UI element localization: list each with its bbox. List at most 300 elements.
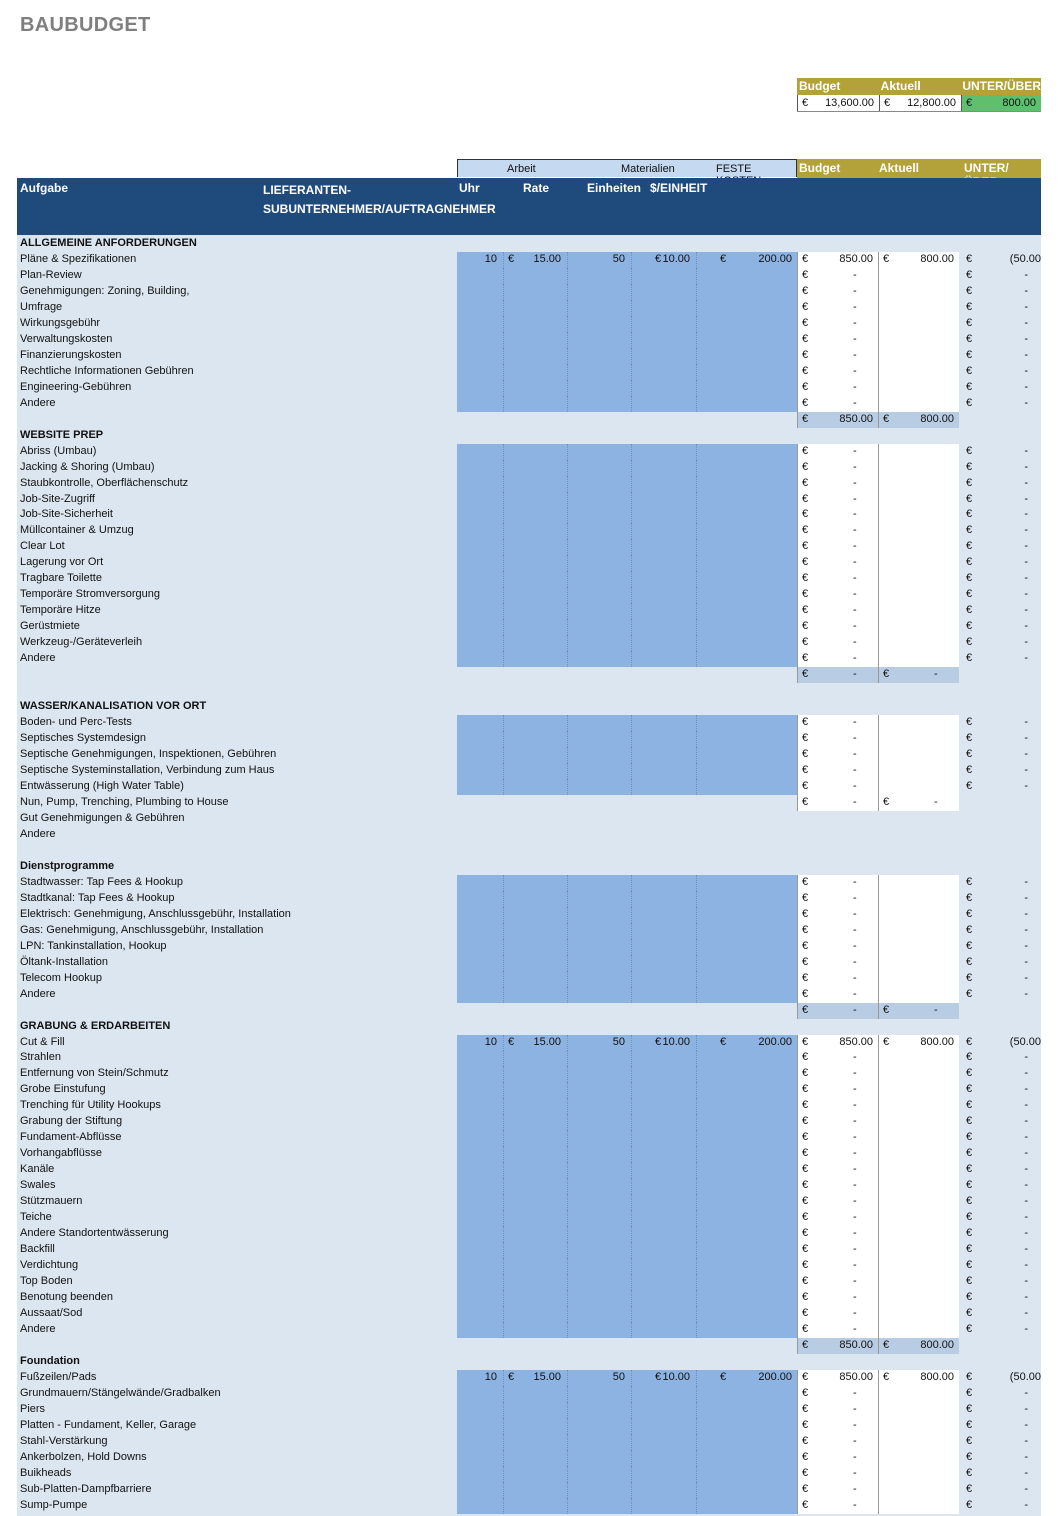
cost-input-cells[interactable] [457,1434,797,1450]
difference-cell [964,1082,1041,1098]
actual-cell[interactable] [878,1258,959,1274]
actual-cell[interactable] [878,252,959,268]
difference-cell [964,252,1041,268]
cost-input-cells[interactable] [457,1146,797,1162]
summary-budget-cell[interactable]: € 13,600.00 [797,95,879,111]
budget-cell[interactable] [797,1162,878,1178]
cost-input-cells[interactable] [457,1178,797,1194]
difference-currency: € [966,652,973,665]
budget-cell[interactable] [797,300,878,316]
budget-cell[interactable] [797,715,878,731]
budget-cell[interactable] [797,444,878,460]
table-row [17,715,1041,731]
difference-currency: € [966,1035,973,1048]
actual-cell[interactable] [878,364,959,380]
actual-cell[interactable] [878,731,959,747]
budget-dash: - [853,1227,857,1240]
actual-cell[interactable] [878,747,959,763]
actual-cell[interactable] [878,619,959,635]
budget-cell[interactable] [797,1066,878,1082]
budget-cell[interactable] [797,651,878,667]
budget-cell[interactable] [797,1402,878,1418]
subtotal-budget-currency: € [802,1003,809,1016]
difference-dash: - [1024,524,1028,537]
difference-currency: € [966,971,973,984]
budget-cell[interactable] [797,268,878,284]
cost-input-cells[interactable] [457,1370,797,1386]
budget-cell[interactable] [797,284,878,300]
budget-cell[interactable] [797,939,878,955]
difference-cell [964,1466,1041,1482]
cost-input-cells[interactable] [457,1130,797,1146]
budget-cell[interactable] [797,1498,878,1514]
subtotal-budget-currency: € [802,795,809,808]
difference-currency: € [966,1322,973,1335]
difference-cell [964,1434,1041,1450]
budget-cell[interactable] [797,1386,878,1402]
cost-input-cells[interactable] [457,875,797,891]
cost-input-cells[interactable] [457,364,797,380]
cost-input-cells[interactable] [457,539,797,555]
actual-cell[interactable] [878,268,959,284]
cost-input-cells[interactable] [457,1274,797,1290]
actual-cell[interactable] [878,955,959,971]
difference-cell [964,779,1041,795]
cost-input-cells[interactable] [457,587,797,603]
budget-cell[interactable] [797,364,878,380]
budget-dash: - [853,444,857,457]
budget-cell[interactable] [797,619,878,635]
actual-cell[interactable] [878,1466,959,1482]
actual-cell[interactable] [878,1322,959,1338]
budget-cell[interactable] [797,1306,878,1322]
cost-input-cells[interactable] [457,747,797,763]
actual-cell[interactable] [878,891,959,907]
budget-cell[interactable] [797,763,878,779]
actual-cell[interactable] [878,1178,959,1194]
cost-input-cells[interactable] [457,987,797,1003]
budget-cell[interactable] [797,1434,878,1450]
task-label: Andere [20,827,56,840]
actual-cell[interactable] [878,603,959,619]
cost-input-cells[interactable] [457,1035,797,1051]
budget-cell[interactable] [797,1450,878,1466]
budget-cell[interactable] [797,731,878,747]
actual-currency: € [883,252,890,265]
budget-cell[interactable] [797,1258,878,1274]
actual-cell[interactable] [878,1450,959,1466]
budget-currency: € [802,364,809,377]
difference-currency: € [966,1227,973,1240]
budget-dash: - [853,1275,857,1288]
actual-cell[interactable] [878,907,959,923]
difference-cell [964,1226,1041,1242]
budget-cell[interactable] [797,779,878,795]
budget-dash: - [853,524,857,537]
budget-cell[interactable] [797,1194,878,1210]
cost-input-cells[interactable] [457,571,797,587]
budget-currency: € [802,300,809,313]
actual-cell[interactable] [878,715,959,731]
budget-cell[interactable] [797,1050,878,1066]
actual-cell[interactable] [878,1370,959,1386]
cost-input-cells[interactable] [457,268,797,284]
cost-input-cells[interactable] [457,1050,797,1066]
actual-cell[interactable] [878,587,959,603]
subtotal-row [17,795,1041,811]
budget-cell[interactable] [797,523,878,539]
actual-cell[interactable] [878,476,959,492]
budget-cell[interactable] [797,460,878,476]
actual-cell[interactable] [878,1498,959,1514]
budget-cell[interactable] [797,571,878,587]
cost-input-cells[interactable] [457,651,797,667]
budget-cell[interactable] [797,492,878,508]
actual-cell[interactable] [878,507,959,523]
actual-cell[interactable] [878,1130,959,1146]
difference-currency: € [966,316,973,329]
actual-cell[interactable] [878,571,959,587]
difference-dash: - [1024,1211,1028,1224]
task-label: Finanzierungskosten [20,348,122,361]
difference-cell [964,476,1041,492]
actual-cell[interactable] [878,1050,959,1066]
cost-input-cells[interactable] [457,939,797,955]
difference-cell [964,955,1041,971]
actual-cell[interactable] [878,1418,959,1434]
task-label: Gas: Genehmigung, Anschlussgebühr, Installation [20,923,264,936]
cost-input-cells[interactable] [457,460,797,476]
budget-cell[interactable] [797,1466,878,1482]
budget-cell[interactable] [797,539,878,555]
budget-cell[interactable] [797,1226,878,1242]
units-value: 50 [612,1035,625,1048]
budget-cell[interactable] [797,1322,878,1338]
table-row [17,300,1041,316]
subtotal-actual-currency: € [883,1338,890,1351]
cost-input-cells[interactable] [457,492,797,508]
section-title: WEBSITE PREP [20,428,104,441]
cost-input-cells[interactable] [457,523,797,539]
budget-dash: - [853,268,857,281]
units-value: 50 [612,252,625,265]
budget-dash: - [853,348,857,361]
budget-cell[interactable] [797,1274,878,1290]
cost-input-cells[interactable] [457,619,797,635]
actual-cell[interactable] [878,523,959,539]
budget-cell[interactable] [797,1082,878,1098]
difference-cell [964,1386,1041,1402]
cost-input-cells[interactable] [457,1386,797,1402]
fixed-cost-value: 200.00 [758,252,792,265]
actual-cell[interactable] [878,1098,959,1114]
budget-dash: - [853,1115,857,1128]
difference-dash: - [1024,779,1028,792]
actual-cell[interactable] [878,492,959,508]
actual-cell[interactable] [878,987,959,1003]
table-row [17,747,1041,763]
budget-cell[interactable] [797,587,878,603]
difference-dash: - [1024,1386,1028,1399]
budget-cell[interactable] [797,923,878,939]
actual-cell[interactable] [878,1082,959,1098]
budget-cell[interactable] [797,1146,878,1162]
col-budget: Budget [799,161,841,175]
cost-input-cells[interactable] [457,603,797,619]
cost-input-cells[interactable] [457,380,797,396]
cost-input-cells[interactable] [457,396,797,412]
budget-dash: - [853,891,857,904]
cost-input-cells[interactable] [457,1114,797,1130]
cost-input-cells[interactable] [457,1242,797,1258]
difference-dash: - [1024,268,1028,281]
budget-cell[interactable] [797,875,878,891]
budget-cell[interactable] [797,316,878,332]
difference-currency: € [966,1418,973,1431]
budget-cell[interactable] [797,1178,878,1194]
difference-cell [964,1114,1041,1130]
cost-input-cells[interactable] [457,763,797,779]
budget-cell[interactable] [797,907,878,923]
actual-cell[interactable] [878,1162,959,1178]
section-heading [17,699,1041,715]
actual-cell[interactable] [878,1226,959,1242]
cost-input-cells[interactable] [457,1402,797,1418]
actual-cell[interactable] [878,1146,959,1162]
actual-cell[interactable] [878,923,959,939]
cost-input-cells[interactable] [457,1450,797,1466]
cost-input-cells[interactable] [457,1482,797,1498]
task-label: Sump-Pumpe [20,1498,88,1511]
difference-cell [964,1370,1041,1386]
budget-cell[interactable] [797,891,878,907]
cost-input-cells[interactable] [457,300,797,316]
subtotal-budget-cell [797,795,878,811]
actual-cell[interactable] [878,1035,959,1051]
budget-cell[interactable] [797,971,878,987]
budget-cell[interactable] [797,396,878,412]
budget-cell[interactable] [797,635,878,651]
cost-input-cells[interactable] [457,252,797,268]
table-row [17,1242,1041,1258]
budget-dash: - [853,620,857,633]
cost-input-cells[interactable] [457,891,797,907]
actual-cell[interactable] [878,651,959,667]
actual-cell[interactable] [878,1242,959,1258]
cost-input-cells[interactable] [457,923,797,939]
actual-cell[interactable] [878,779,959,795]
cost-input-cells[interactable] [457,715,797,731]
budget-cell[interactable] [797,332,878,348]
budget-dash: - [853,1195,857,1208]
budget-cell[interactable] [797,1242,878,1258]
difference-cell [964,603,1041,619]
budget-cell[interactable] [797,1210,878,1226]
cost-input-cells[interactable] [457,1258,797,1274]
actual-cell[interactable] [878,460,959,476]
budget-cell[interactable] [797,747,878,763]
cost-input-cells[interactable] [457,1418,797,1434]
budget-currency: € [802,380,809,393]
budget-currency: € [802,1322,809,1335]
budget-value: 850.00 [839,1035,873,1048]
budget-cell[interactable] [797,1130,878,1146]
budget-cell[interactable] [797,603,878,619]
cost-input-cells[interactable] [457,955,797,971]
budget-cell[interactable] [797,1098,878,1114]
budget-currency: € [802,1482,809,1495]
budget-currency: € [802,396,809,409]
difference-cell [964,875,1041,891]
subtotal-row [17,667,1041,683]
cost-input-cells[interactable] [457,332,797,348]
cost-input-cells[interactable] [457,348,797,364]
difference-dash: - [1024,1306,1028,1319]
actual-cell[interactable] [878,444,959,460]
actual-cell[interactable] [878,971,959,987]
cost-input-cells[interactable] [457,476,797,492]
cost-input-cells[interactable] [457,284,797,300]
budget-currency: € [802,987,809,1000]
actual-cell[interactable] [878,380,959,396]
cost-input-cells[interactable] [457,731,797,747]
cost-input-cells[interactable] [457,1306,797,1322]
difference-cell [964,1450,1041,1466]
budget-cell[interactable] [797,987,878,1003]
cost-input-cells[interactable] [457,971,797,987]
actual-cell[interactable] [878,396,959,412]
actual-cell[interactable] [878,1434,959,1450]
task-label: Septische Systeminstallation, Verbindung zum Haus [20,764,275,776]
col-aktuell: Aktuell [879,161,920,175]
section-heading [17,1354,1041,1370]
actual-cell[interactable] [878,1402,959,1418]
difference-cell [964,635,1041,651]
difference-currency: € [966,540,973,553]
actual-cell[interactable] [878,1290,959,1306]
actual-cell[interactable] [878,316,959,332]
cost-input-cells[interactable] [457,1322,797,1338]
budget-cell[interactable] [797,1370,878,1386]
budget-currency: € [802,1163,809,1176]
difference-currency: € [966,1195,973,1208]
cost-input-cells[interactable] [457,1098,797,1114]
cost-input-cells[interactable] [457,1162,797,1178]
budget-currency: € [802,332,809,345]
difference-cell [964,1306,1041,1322]
actual-cell[interactable] [878,1482,959,1498]
cost-input-cells[interactable] [457,635,797,651]
cost-input-cells[interactable] [457,779,797,795]
col-rate: Rate [523,181,550,195]
budget-currency: € [802,1370,809,1383]
cost-input-cells[interactable] [457,444,797,460]
task-label: Engineering-Gebühren [20,380,132,393]
actual-cell[interactable] [878,1306,959,1322]
difference-dash: - [1024,764,1028,776]
rate-currency: € [508,252,515,265]
actual-cell[interactable] [878,348,959,364]
cost-input-cells[interactable] [457,1066,797,1082]
cost-input-cells[interactable] [457,907,797,923]
task-label: Umfrage [20,300,63,313]
cost-input-cells[interactable] [457,1194,797,1210]
actual-cell[interactable] [878,539,959,555]
actual-cell[interactable] [878,284,959,300]
budget-cell[interactable] [797,955,878,971]
actual-cell[interactable] [878,1210,959,1226]
budget-cell[interactable] [797,348,878,364]
actual-cell[interactable] [878,1066,959,1082]
cost-input-cells[interactable] [457,1498,797,1514]
rate-currency: € [508,1370,515,1383]
actual-cell[interactable] [878,332,959,348]
difference-currency: € [966,460,973,473]
budget-currency: € [802,1418,809,1431]
task-label: Sub-Platten-Dampfbarriere [20,1482,152,1495]
budget-cell[interactable] [797,380,878,396]
table-row [17,1226,1041,1242]
budget-dash: - [853,652,857,665]
cost-input-cells[interactable] [457,1466,797,1482]
actual-cell[interactable] [878,555,959,571]
actual-cell[interactable] [878,1274,959,1290]
actual-cell[interactable] [878,300,959,316]
budget-cell[interactable] [797,507,878,523]
difference-cell [964,1194,1041,1210]
budget-cell[interactable] [797,252,878,268]
budget-cell[interactable] [797,1482,878,1498]
cost-input-cells[interactable] [457,507,797,523]
budget-cell[interactable] [797,1035,878,1051]
table-row [17,971,1041,987]
cost-input-cells[interactable] [457,316,797,332]
cost-input-cells[interactable] [457,1226,797,1242]
budget-cell[interactable] [797,1114,878,1130]
budget-cell[interactable] [797,1290,878,1306]
difference-currency: € [966,620,973,633]
actual-cell[interactable] [878,763,959,779]
budget-cell[interactable] [797,476,878,492]
table-row [17,1434,1041,1450]
budget-cell[interactable] [797,1418,878,1434]
budget-cell[interactable] [797,555,878,571]
actual-cell[interactable] [878,1386,959,1402]
summary-actual-cell[interactable]: € 12,800.00 [879,95,961,111]
fixed-cost-value: 200.00 [758,1035,792,1048]
actual-cell[interactable] [878,1194,959,1210]
budget-dash: - [853,1418,857,1431]
summary-diff-cell[interactable]: € 800.00 [961,95,1041,111]
subtotal-budget-cell [797,667,878,683]
actual-cell[interactable] [878,635,959,651]
difference-dash: - [1024,572,1028,585]
cost-input-cells[interactable] [457,1290,797,1306]
budget-currency: € [802,316,809,329]
actual-cell[interactable] [878,1114,959,1130]
actual-cell[interactable] [878,939,959,955]
difference-currency: € [966,732,973,745]
table-row [17,1146,1041,1162]
cost-input-cells[interactable] [457,1082,797,1098]
actual-cell[interactable] [878,875,959,891]
table-row [17,955,1041,971]
table-row [17,364,1041,380]
cost-input-cells[interactable] [457,555,797,571]
difference-dash: - [1024,955,1028,968]
cost-input-cells[interactable] [457,1210,797,1226]
table-row [17,396,1041,412]
